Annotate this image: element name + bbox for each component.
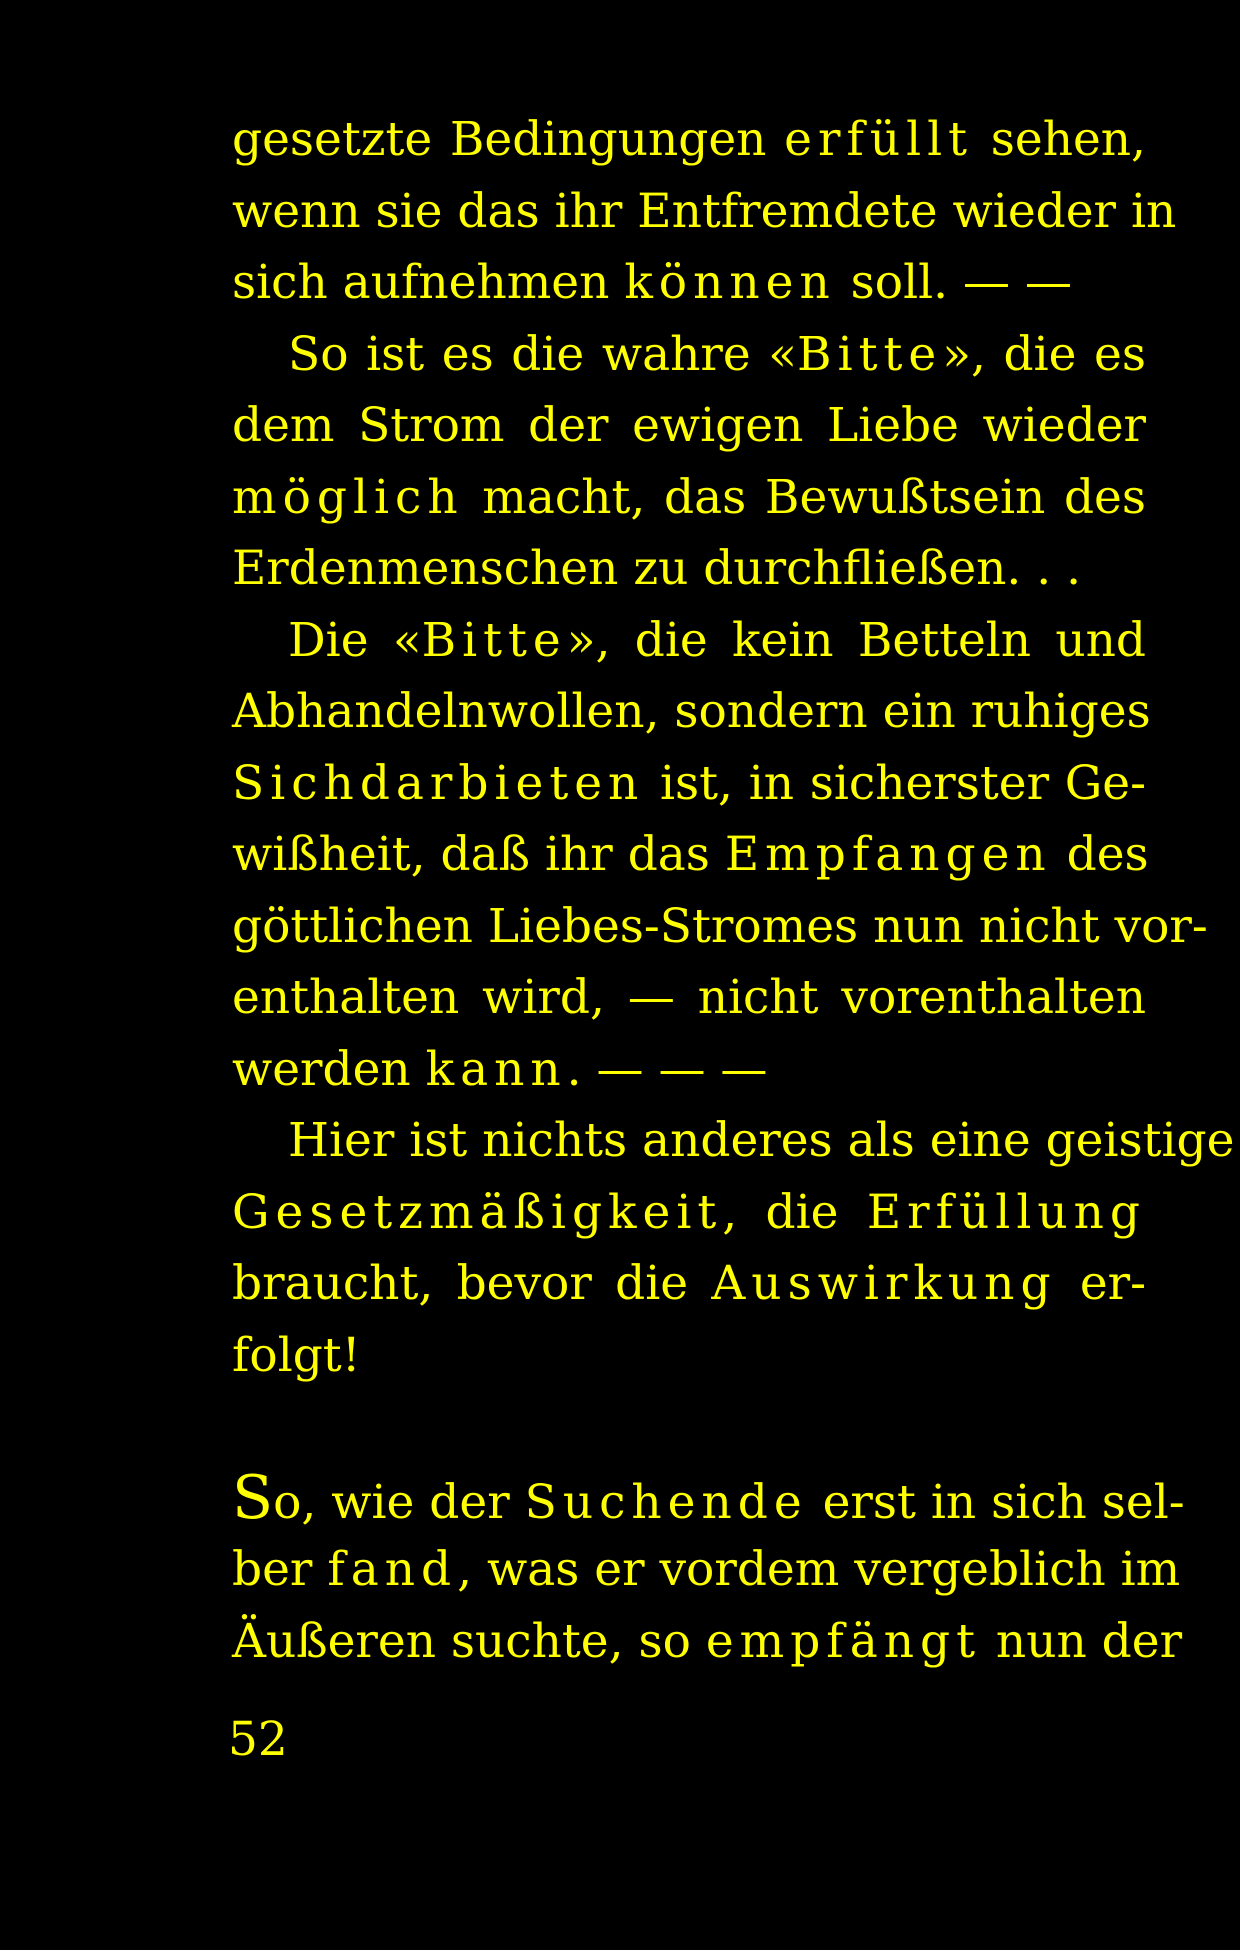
text-line: So ist es die wahre «Bitte», die es [288,326,1146,382]
spaced-emphasis: Empfangen [724,827,1052,882]
text-line: ber fand, was er vordem vergeblich im [232,1542,1181,1597]
spaced-emphasis: können [624,255,836,310]
text-line: Sichdarbieten ist, in sicherster Ge- [232,755,1146,811]
text-line: folgt! [232,1327,361,1383]
spaced-emphasis: Bitte [421,612,567,668]
paragraph [232,104,1177,319]
text-line: So, wie der Suchende erst in sich sel- [232,1462,1185,1533]
body-text [232,104,1235,1677]
paragraph [232,1462,1185,1678]
text-line: wenn sie das ihr Entfremdete wieder in [232,183,1177,239]
spaced-emphasis: erfüllt [784,112,974,167]
spaced-emphasis: empfängt [705,1613,981,1669]
text-line: dem Strom der ewigen Liebe wieder [232,398,1146,453]
spaced-emphasis: fand [327,1542,458,1597]
spaced-emphasis: Sichdarbieten [232,755,645,811]
text-line: Hier ist nichts anderes als eine geistige [288,1113,1235,1168]
spaced-emphasis: Erfüllung [866,1184,1146,1240]
spaced-emphasis: kann [425,1041,567,1097]
text-line: möglich macht, das Bewußtsein des [232,469,1146,525]
section-break [232,1391,1146,1463]
paragraph [232,319,1146,605]
spaced-emphasis: Auswirkung [711,1256,1057,1311]
text-line: werden kann. — — — [232,1041,768,1097]
paragraph [232,605,1208,1106]
text-line: Gesetzmäßigkeit, die Erfüllung [232,1184,1146,1240]
spaced-emphasis: möglich [232,469,464,525]
page-number: 52 [228,1712,288,1767]
text-line: Abhandelnwollen, sondern ein ruhiges [232,684,1151,739]
spaced-emphasis: Suchende [524,1474,808,1530]
text-line: Die «Bitte», die kein Betteln und [288,612,1146,668]
text-line: braucht, bevor die Auswirkung er- [232,1256,1147,1311]
text-line: Erdenmenschen zu durchfließen. . . [232,541,1082,596]
spaced-emphasis: Gesetzmäßigkeit [232,1184,723,1240]
text-line: gesetzte Bedingungen erfüllt sehen, [232,112,1147,167]
text-line: wißheit, daß ihr das Empfangen des [232,827,1149,882]
text-line: göttlichen Liebes-Stromes nun nicht vor- [232,898,1208,954]
text-line: Äußeren suchte, so empfängt nun der [232,1613,1183,1669]
spaced-emphasis: Bitte [797,326,943,382]
initial-letter: S [232,1462,274,1533]
text-line: enthalten wird, — nicht vorenthalten [232,970,1146,1025]
text-line: sich aufnehmen können soll. — — [232,255,1072,310]
paragraph [232,1105,1235,1391]
